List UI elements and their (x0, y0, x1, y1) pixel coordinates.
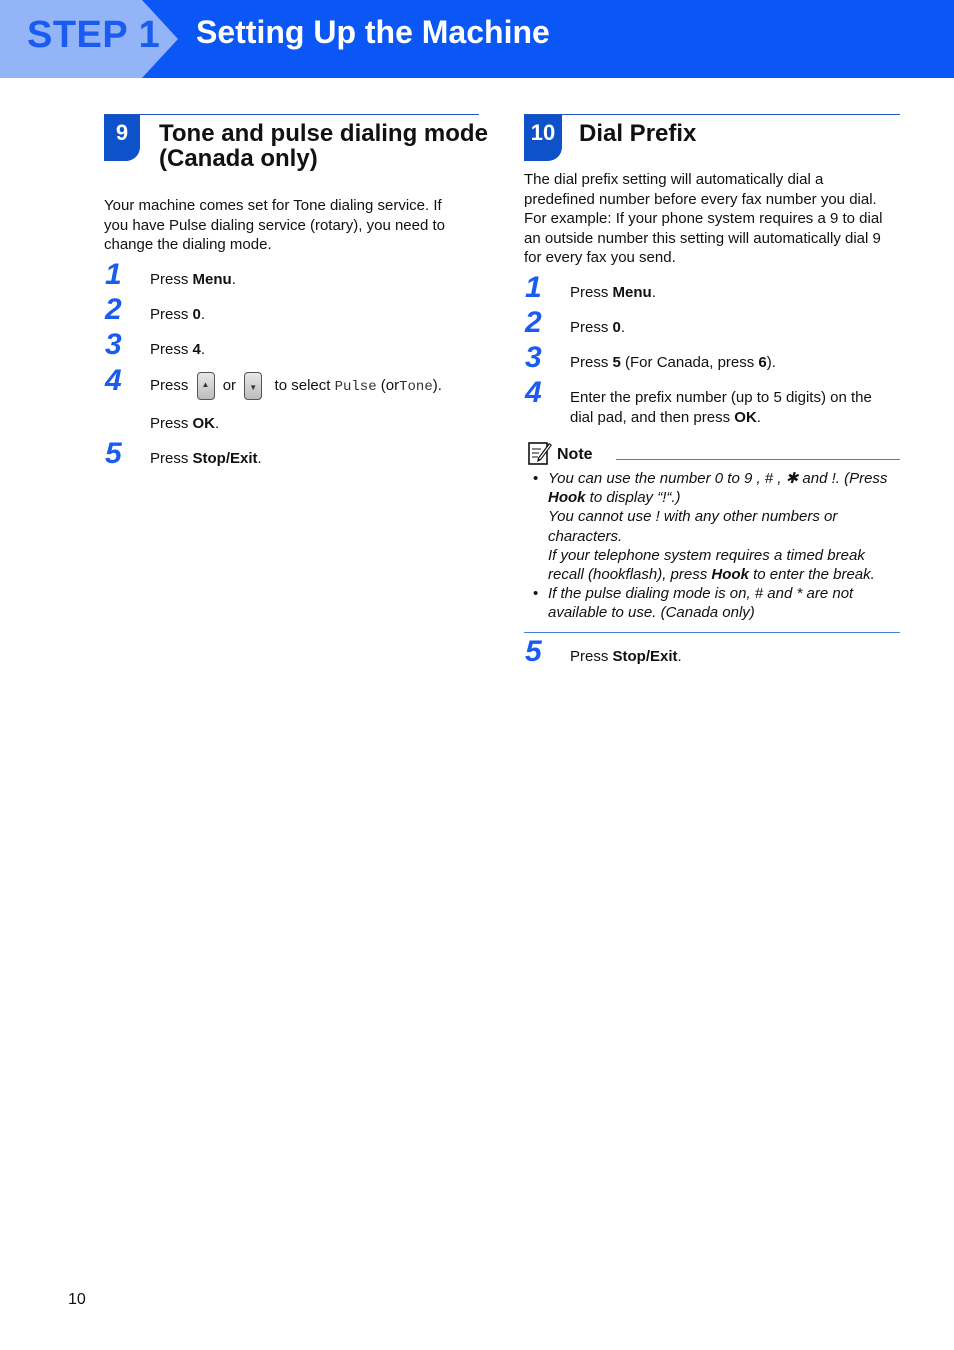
step-text-part: (For Canada, press (620, 354, 759, 371)
step-key: Menu (192, 271, 232, 288)
step-text-part: . (756, 408, 761, 426)
step-key: Stop/Exit (612, 648, 678, 665)
step-text-part: . (215, 415, 220, 432)
step-key: Stop/Exit (192, 450, 258, 467)
note-line: characters. (548, 527, 623, 545)
step-text-part: . (200, 306, 206, 323)
page-header (0, 0, 954, 78)
note-title: Note (557, 446, 593, 463)
step-text (150, 449, 262, 469)
step-text (150, 414, 219, 434)
note-key: Hook (548, 489, 586, 507)
step-text (570, 283, 656, 303)
intro-line: for every fax you send. (524, 249, 676, 266)
step-text (150, 305, 205, 325)
step-text-part: Press (570, 284, 613, 301)
section-9-title-line2: (Canada only) (159, 145, 318, 172)
page-number: 10 (68, 1291, 86, 1308)
step-number: 5 (525, 635, 542, 668)
step-text-part: Press (150, 341, 193, 358)
step-number: 4 (105, 364, 122, 397)
step-text-part: Press (150, 271, 193, 288)
step-key: 5 (612, 354, 621, 371)
section-10-rule (524, 114, 900, 115)
step-text-part: . (620, 319, 626, 336)
step-text-part: Press (150, 450, 193, 467)
step-key: OK (734, 408, 757, 426)
section-9-title-line1: Tone and pulse dialing mode (159, 120, 488, 147)
step-number: 2 (525, 306, 542, 339)
step-number: 1 (105, 258, 122, 291)
note-line: If your telephone system requires a timed break (548, 546, 865, 564)
step-text (570, 318, 625, 338)
step-text (570, 647, 682, 667)
step-key: 6 (758, 354, 767, 371)
note-list (533, 469, 908, 623)
step-text-part: Press (150, 376, 189, 394)
step-number: 3 (525, 341, 542, 374)
note-bullet: • (533, 585, 539, 602)
page-title: Setting Up the Machine (196, 14, 550, 50)
section-10-number: 10 (524, 115, 562, 161)
step-text-part: Press (570, 319, 613, 336)
option-tone: Tone (399, 378, 433, 395)
note-line-part: recall (hookflash), press (548, 566, 712, 584)
step-text-part: . (231, 271, 236, 288)
intro-line: you have Pulse dialing service (rotary), you need to (104, 216, 446, 234)
step-text-part: . (651, 284, 656, 301)
note-pencil-icon (527, 440, 553, 466)
intro-line: an outside number this setting will automatically dial 9 (524, 229, 881, 247)
note-line: You cannot use ! with any other numbers or (548, 508, 838, 526)
step-text-part: Press (150, 415, 193, 432)
down-arrow-key-icon (244, 372, 262, 400)
step-text-part: to select (274, 376, 331, 394)
step-key: 0 (192, 306, 201, 323)
note-bullet: • (533, 470, 539, 487)
step-label: STEP 1 (27, 14, 161, 56)
section-9-rule (104, 114, 479, 115)
step-text-part: . (200, 341, 206, 358)
note-bottom-rule (524, 632, 900, 633)
step-number: 3 (105, 328, 122, 361)
note-key: Hook (711, 566, 749, 584)
note-line: You can use the number 0 to 9 , # , ✱ and !. (Press (548, 470, 888, 487)
step-number: 4 (525, 376, 542, 409)
step-text-part: ). (766, 354, 776, 371)
step-text-part: . (677, 648, 682, 665)
up-arrow-glyph: ▲ (201, 380, 210, 389)
step-number: 2 (105, 293, 122, 326)
step-text-part: Enter the prefix number (up to 5 digits) on the (570, 389, 872, 406)
step-text (150, 340, 205, 360)
up-arrow-key-icon (197, 372, 215, 400)
intro-line: The dial prefix setting will automatically dial a (524, 171, 824, 188)
step-text-part: Press (570, 354, 613, 371)
step-key: Menu (612, 284, 652, 301)
step-key: 0 (612, 319, 621, 336)
step-text-part: ). (432, 376, 442, 394)
section-10-intro (524, 170, 904, 268)
section-9-intro (104, 196, 484, 255)
note-line-part: to display “!“.) (585, 489, 681, 507)
note-line: available to use. (Canada only) (548, 604, 755, 622)
step-badge (0, 0, 178, 78)
step-text (150, 270, 236, 290)
step-text-part: . (257, 450, 262, 467)
intro-line: predefined number before every fax number you dial. (524, 190, 877, 208)
note-top-rule (616, 459, 900, 460)
step-text (150, 372, 442, 400)
step-text-part: Press (150, 306, 193, 323)
step-number: 1 (525, 271, 542, 304)
down-arrow-glyph: ▼ (249, 382, 258, 392)
note-line: If the pulse dialing mode is on, # and * are not (548, 585, 854, 603)
step-key: OK (192, 415, 216, 432)
step-text-part: dial pad, and then press (570, 408, 735, 426)
section-9-title (159, 121, 488, 171)
intro-line: change the dialing mode. (104, 236, 272, 253)
section-10-title: Dial Prefix (579, 120, 697, 147)
intro-line: For example: If your phone system requires a 9 to dial (524, 210, 883, 227)
step-text-part: Press (570, 648, 613, 665)
note-line-part: to enter the break. (748, 566, 875, 584)
step-text-part: or (222, 376, 237, 394)
step-text-part: (or (380, 376, 400, 394)
step-number: 5 (105, 437, 122, 470)
step-key: 4 (192, 341, 201, 358)
option-pulse: Pulse (334, 378, 377, 395)
step-text (570, 353, 776, 373)
intro-line: Your machine comes set for Tone dialing service. If (104, 197, 442, 214)
section-9-number: 9 (104, 115, 140, 161)
step-text (570, 388, 872, 427)
